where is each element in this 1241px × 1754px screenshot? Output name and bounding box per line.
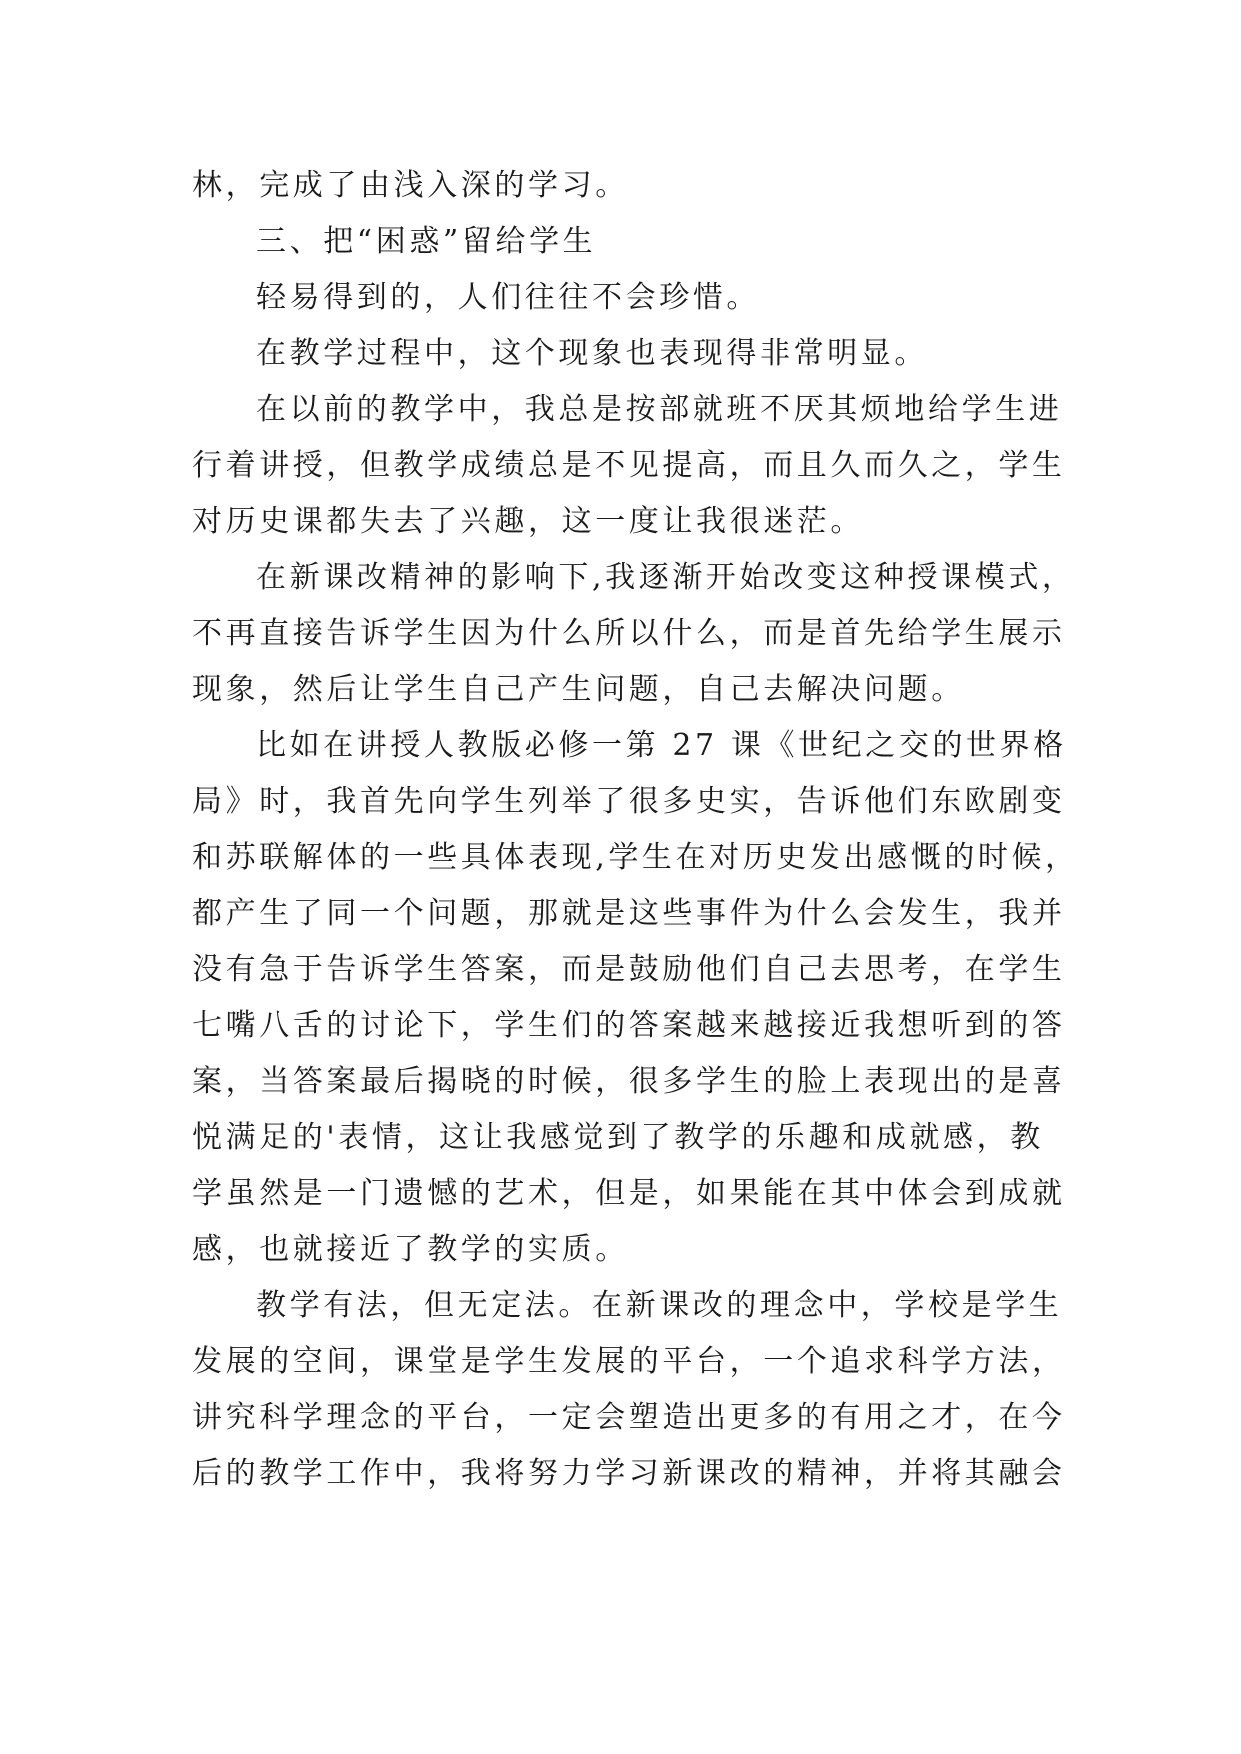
- body-text: [192, 158, 1079, 1502]
- text-line: 七嘴八舌的讨论下，学生们的答案越来越接近我想听到的答: [192, 1008, 1066, 1043]
- text-line: 和苏联解体的一些具体表现,学生在对历史发出感慨的时候，: [192, 840, 1079, 875]
- text-line: 轻易得到的，人们往往不会珍惜。: [256, 280, 760, 315]
- text-line: 讲究科学理念的平台，一定会塑造出更多的有用之才，在今: [192, 1400, 1066, 1435]
- text-line: 学虽然是一门遗憾的艺术，但是，如果能在其中体会到成就: [192, 1176, 1066, 1211]
- text-line: 对历史课都失去了兴趣，这一度让我很迷茫。: [192, 504, 864, 539]
- text-line: 现象，然后让学生自己产生问题，自己去解决问题。: [192, 672, 965, 707]
- text-line: 不再直接告诉学生因为什么所以什么，而是首先给学生展示: [192, 616, 1066, 651]
- text-line: 感，也就接近了教学的实质。: [192, 1232, 629, 1267]
- text-line: 都产生了同一个问题，那就是这些事件为什么会发生，我并: [192, 896, 1066, 931]
- text-line: 林，完成了由浅入深的学习。: [192, 168, 629, 203]
- text-line: 后的教学工作中，我将努力学习新课改的精神，并将其融会: [192, 1456, 1066, 1491]
- text-line: 没有急于告诉学生答案，而是鼓励他们自己去思考，在学生: [192, 952, 1066, 987]
- text-line: 行着讲授，但教学成绩总是不见提高，而且久而久之，学生: [192, 448, 1066, 483]
- text-line: 在以前的教学中，我总是按部就班不厌其烦地给学生进: [256, 392, 1063, 427]
- text-line: 在新课改精神的影响下,我逐渐开始改变这种授课模式，: [256, 560, 1076, 595]
- text-line: 比如在讲授人教版必修一第 27 课《世纪之交的世界格: [256, 728, 1067, 763]
- text-line: 局》时，我首先向学生列举了很多史实，告诉他们东欧剧变: [192, 784, 1066, 819]
- text-line: 悦满足的'表情，这让我感觉到了教学的乐趣和成就感，教: [192, 1120, 1044, 1155]
- text-line: 教学有法，但无定法。在新课改的理念中，学校是学生: [256, 1288, 1063, 1323]
- section-heading: 三、把“困惑”留给学生: [256, 224, 597, 259]
- text-line: 案，当答案最后揭晓的时候，很多学生的脸上表现出的是喜: [192, 1064, 1066, 1099]
- text-line: 发展的空间，课堂是学生发展的平台，一个追求科学方法，: [192, 1344, 1066, 1379]
- text-line: 在教学过程中，这个现象也表现得非常明显。: [256, 336, 928, 371]
